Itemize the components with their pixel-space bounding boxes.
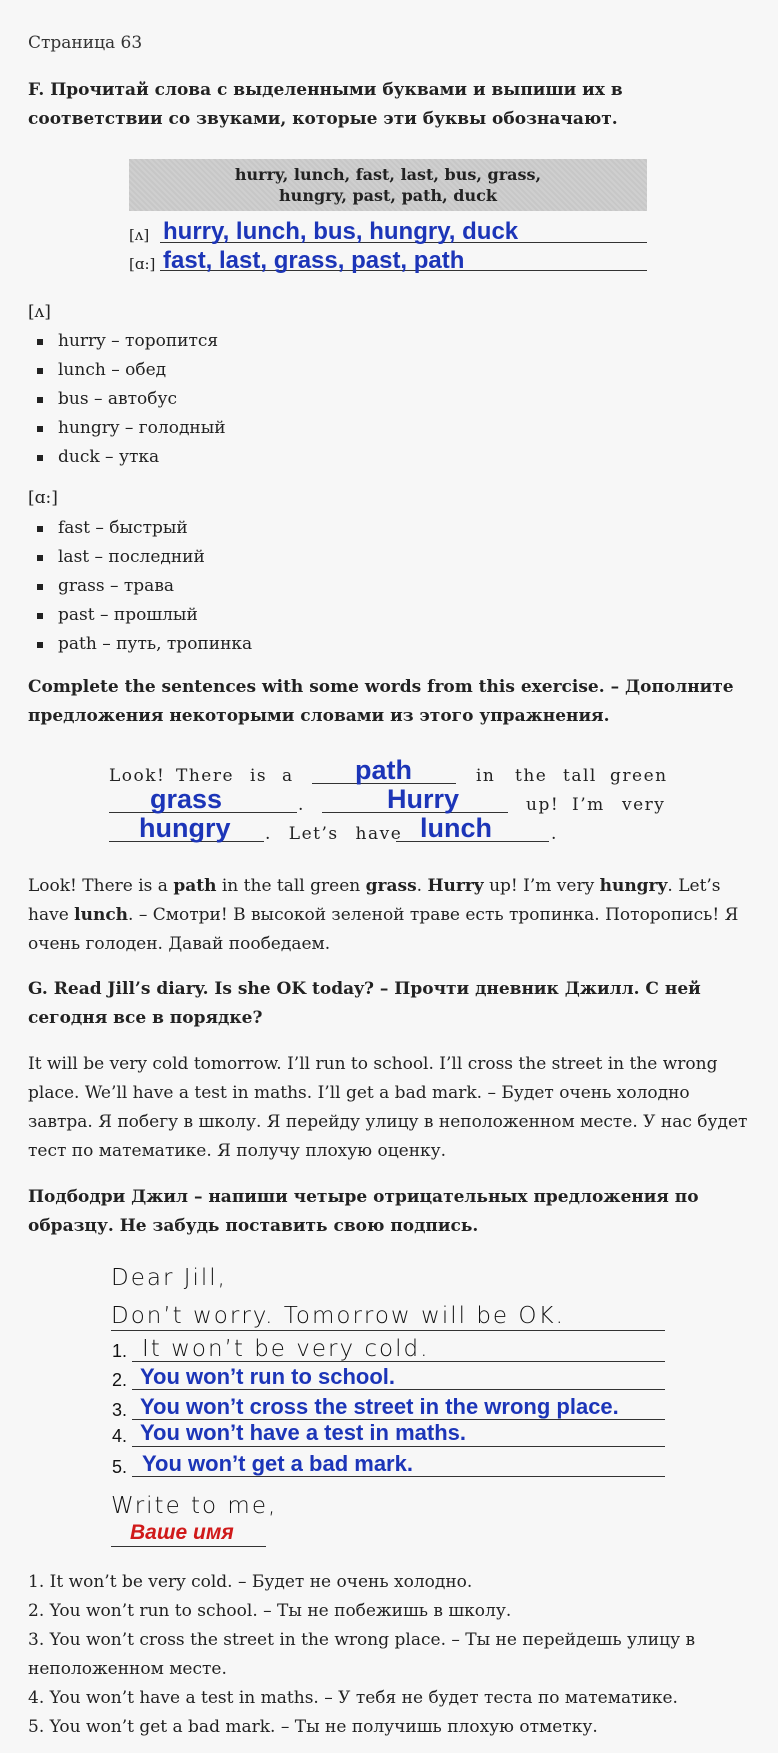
answer-path: path [355, 755, 412, 785]
translation-line: 4. You won’t have a test in maths. – У тебя не будет теста по математике. [28, 1688, 678, 1708]
list-short [28, 327, 226, 472]
symbol-long-a: [ɑ:] [129, 255, 156, 273]
answer-long-words: fast, last, grass, past, path [163, 247, 465, 274]
word-very: very [622, 795, 666, 815]
answer-lunch: lunch [420, 813, 492, 843]
answer-hurry: Hurry [387, 784, 460, 814]
letter-intro: Don’t worry. Tomorrow will be OK. [111, 1303, 565, 1329]
letter-number: 5. [112, 1457, 128, 1477]
complete-result [28, 872, 748, 959]
word-dot: . [551, 824, 558, 844]
word-im: I’m [572, 795, 605, 815]
list-item: duck – утка [28, 443, 226, 472]
letter-closing: Write to me, [111, 1493, 278, 1519]
letter-answer-4: You won’t have a test in maths. [140, 1420, 466, 1445]
letter-number: 1. [112, 1341, 128, 1361]
exercise-f-title: F. Прочитай слова с выделенными буквами и выпиши их в соответствии со звуками, которые эти буквы обозначают. [28, 80, 623, 129]
list-item: hurry – торопится [28, 327, 226, 356]
letter-number: 3. [112, 1400, 128, 1420]
page-label: Страница 63 [28, 33, 143, 53]
exercise-g-title: G. Read Jill’s diary. Is she OK today? – Прочти дневник Джилл. С ней сегодня все в порядке? [28, 979, 701, 1028]
result-text: . [416, 876, 428, 896]
result-answer-grass: grass [365, 876, 417, 896]
list-long [28, 514, 252, 659]
letter-task-title: Подбодри Джил – напиши четыре отрицательных предложения по образцу. Не забудь поставить свою подпись. [28, 1187, 699, 1236]
word-look: Look! [109, 766, 166, 786]
answer-short-words: hurry, lunch, bus, hungry, duck [163, 218, 519, 245]
result-answer-hungry: hungry [599, 876, 668, 896]
word-box-line-2: hungry, past, path, duck [279, 186, 497, 205]
word-up: up! [526, 795, 560, 815]
word-tall: tall [563, 766, 597, 786]
letter-answer-5: You won’t get a bad mark. [142, 1451, 413, 1476]
result-answer-path: path [173, 876, 217, 896]
list-item: bus – автобус [28, 385, 226, 414]
exercise-g-text: It will be very cold tomorrow. I’ll run to school. I’ll cross the street in the wrong place. We’ll have a test in maths. I’ll get a bad mark. – Будет очень холодно завтра. Я побегу в школу. Я перейду улицу в неположенном месте. У нас будет тест по математике. Я получу плохую оценку. [28, 1054, 748, 1161]
letter-line [132, 1389, 665, 1390]
answer-hungry: hungry [139, 813, 231, 843]
result-answer-lunch: lunch [74, 905, 129, 925]
word-in: in [476, 766, 496, 786]
letter-line [132, 1476, 665, 1477]
translation-line: 2. You won’t run to school. – Ты не побежишь в школу. [28, 1601, 512, 1621]
translations [28, 1568, 748, 1742]
result-text: . – Смотри! В высокой зеленой траве есть тропинка. Поторопись! Я очень голоден. Давай пообедаем. [28, 905, 739, 954]
result-text: . Let’s have [28, 876, 721, 925]
word-dot: . [298, 795, 305, 815]
list-item: fast – быстрый [28, 514, 252, 543]
letter-answer-3: You won’t cross the street in the wrong place. [140, 1394, 619, 1419]
translation-line: 5. You won’t get a bad mark. – Ты не получишь плохую отметку. [28, 1717, 598, 1737]
result-answer-hurry: Hurry [427, 876, 484, 896]
list-item: hungry – голодный [28, 414, 226, 443]
letter-signature: Ваше имя [130, 1521, 234, 1544]
letter-number: 4. [112, 1426, 128, 1446]
translation-line: 1. It won’t be very cold. – Будет не очень холодно. [28, 1572, 473, 1592]
letter-line [111, 1330, 665, 1331]
result-text: Look! There is a [28, 876, 174, 896]
letter-line [132, 1361, 665, 1362]
result-text: in the tall green [216, 876, 366, 896]
letter-greeting: Dear Jill, [111, 1265, 227, 1291]
answer-grass: grass [150, 784, 223, 814]
word-a: a [282, 766, 294, 786]
word-green: green [610, 766, 668, 786]
word-is: is [250, 766, 268, 786]
word-there: There [176, 766, 235, 786]
list-item: path – путь, тропинка [28, 630, 252, 659]
word-lets-have: . Let’s have [265, 824, 403, 844]
translation-line: 3. You won’t cross the street in the wrong place. – Ты не перейдешь улицу в неположенном месте. [28, 1630, 696, 1679]
result-text: up! I’m very [483, 876, 600, 896]
signature-line [111, 1546, 266, 1547]
list-item: last – последний [28, 543, 252, 572]
word-box-line-1: hurry, lunch, fast, last, bus, grass, [234, 165, 542, 184]
list-item: past – прошлый [28, 601, 252, 630]
list-item: grass – трава [28, 572, 252, 601]
letter-line [132, 1446, 665, 1447]
symbol-short-a: [ʌ] [129, 226, 150, 244]
word-the: the [515, 766, 548, 786]
letter-answer-2: You won’t run to school. [140, 1364, 396, 1389]
list-long-heading: [ɑ:] [28, 488, 58, 508]
complete-title: Complete the sentences with some words from this exercise. – Дополните предложения некоторыми словами из этого упражнения. [28, 677, 734, 726]
list-short-heading: [ʌ] [28, 302, 51, 322]
letter-example: It won’t be very cold. [142, 1336, 430, 1362]
word-box [129, 159, 647, 211]
list-item: lunch – обед [28, 356, 226, 385]
letter-number: 2. [112, 1370, 128, 1390]
